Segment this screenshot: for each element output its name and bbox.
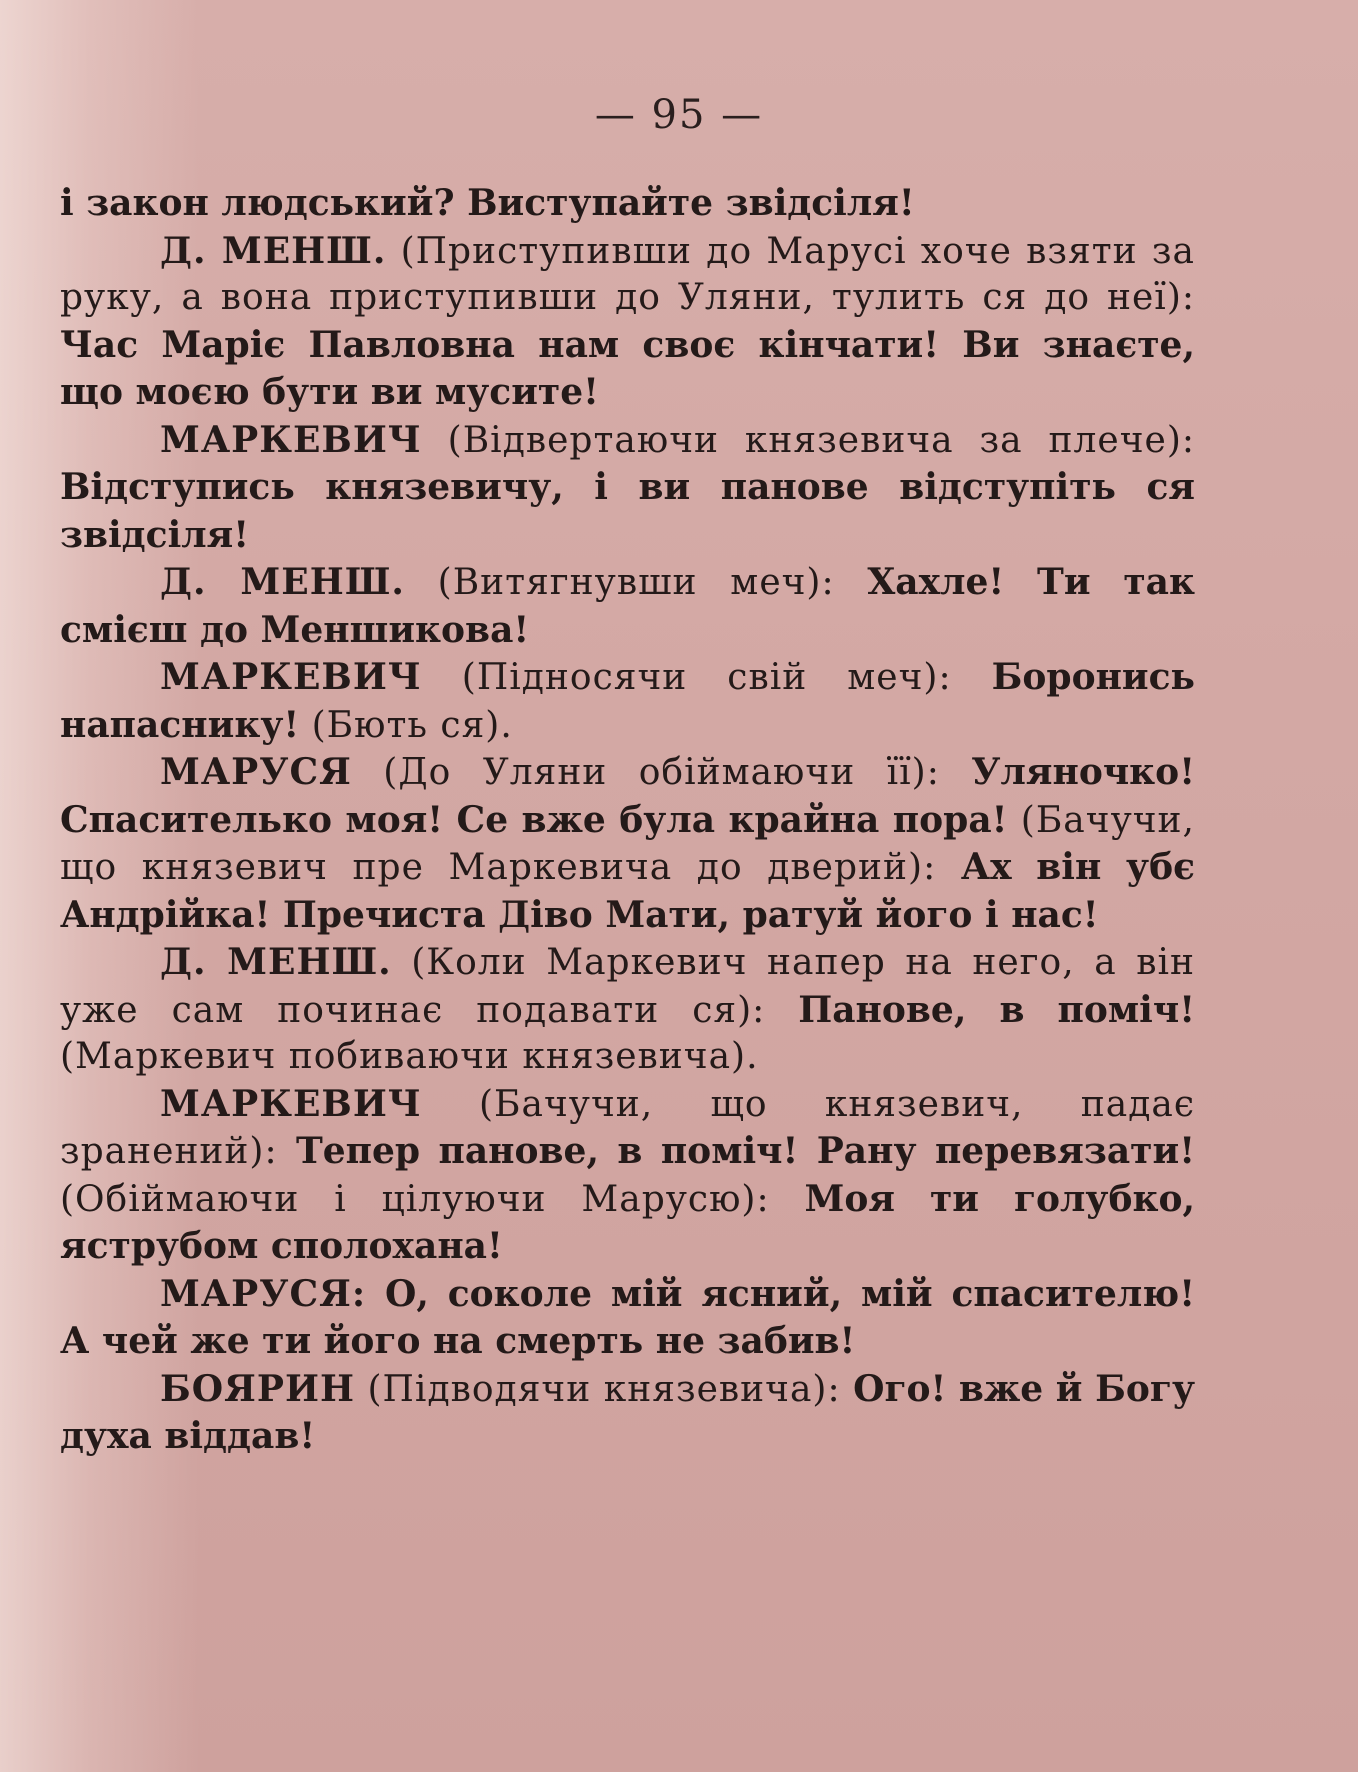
text-block	[60, 180, 1195, 1461]
speaker-name: МАРКЕВИЧ	[160, 1082, 422, 1125]
dialogue-line: Панове, в поміч!	[798, 988, 1195, 1031]
paragraph	[60, 180, 1195, 228]
speaker-name: Д. МЕНШ.	[160, 941, 392, 983]
speaker-name: МАРУСЯ:	[160, 1272, 367, 1315]
dialogue-line: Відступись князевичу, і ви панове відступіть ся звідсіля!	[60, 466, 1195, 556]
paragraph	[60, 417, 1195, 560]
stage-direction: (Бачучи, що князевич, падає зранений):	[60, 1083, 1195, 1172]
paragraph	[60, 559, 1195, 654]
paragraph	[60, 228, 1195, 417]
stage-direction: (Маркевич побиваючи князевича).	[60, 1036, 759, 1077]
speaker-name: МАРУСЯ	[160, 751, 352, 793]
stage-direction: (Підносячи свій меч):	[421, 657, 992, 698]
stage-direction: (Витягнувши меч):	[404, 562, 868, 603]
dialogue-line: Моя ти голубко, яструбом сполохана!	[60, 1177, 1195, 1267]
stage-direction: (До Уляни обіймаючи її):	[351, 752, 972, 793]
stage-direction: (Підводячи князевича):	[354, 1368, 854, 1410]
paragraph	[60, 1271, 1195, 1366]
speaker-name: Д. МЕНШ.	[160, 229, 387, 272]
dialogue-line: Боронись напаснику!	[60, 656, 1195, 746]
paragraph	[60, 749, 1195, 939]
stage-direction: (Бачучи, що князевич пре Маркевича до дверий):	[60, 799, 1195, 888]
speaker-name: МАРКЕВИЧ	[160, 418, 422, 461]
stage-direction: (Коли Маркевич напер на него, а він уже сам починає подавати ся):	[60, 942, 1195, 1031]
paragraph	[60, 939, 1195, 1081]
dialogue-line: О, соколе мій ясний, мій спасителю! А чей же ти його на смерть не забив!	[60, 1272, 1195, 1362]
stage-direction: (Бють ся).	[299, 704, 513, 746]
stage-direction: (Відвертаючи князевича за плече):	[421, 419, 1195, 461]
dialogue-line: Уляночко! Спасителько моя! Се вже була крайна пора!	[60, 751, 1195, 841]
dialogue-line: Час Маріє Павловна нам своє кінчати! Ви знаєте, що моєю бути ви мусите!	[60, 323, 1195, 413]
paragraph	[60, 1366, 1195, 1461]
paragraph	[60, 1081, 1195, 1271]
stage-direction: (Приступивши до Марусі хоче взяти за руку, а вона приступивши до Уляни, тулить ся до неї):	[60, 230, 1196, 318]
speaker-name: МАРКЕВИЧ	[160, 656, 422, 698]
stage-direction: (Обіймаючи і цілуючи Марусю):	[60, 1178, 805, 1220]
paragraph	[60, 654, 1195, 749]
dialogue-line: Ах він убє Андрійка! Пречиста Діво Мати, ратуй його і нас!	[60, 846, 1195, 936]
page-number: — 95 —	[594, 92, 764, 138]
dialogue-line: Тепер панове, в поміч! Рану перевязати!	[295, 1130, 1195, 1172]
dialogue-line: і закон людський? Виступайте звідсіля!	[60, 182, 915, 224]
dialogue-line: Ого! вже й Богу духа віддав!	[60, 1367, 1195, 1457]
speaker-name: Д. МЕНШ.	[160, 561, 405, 603]
dialogue-line: Хахле! Ти так смієш до Меншикова!	[60, 561, 1196, 651]
speaker-name: БОЯРИН	[160, 1367, 355, 1410]
